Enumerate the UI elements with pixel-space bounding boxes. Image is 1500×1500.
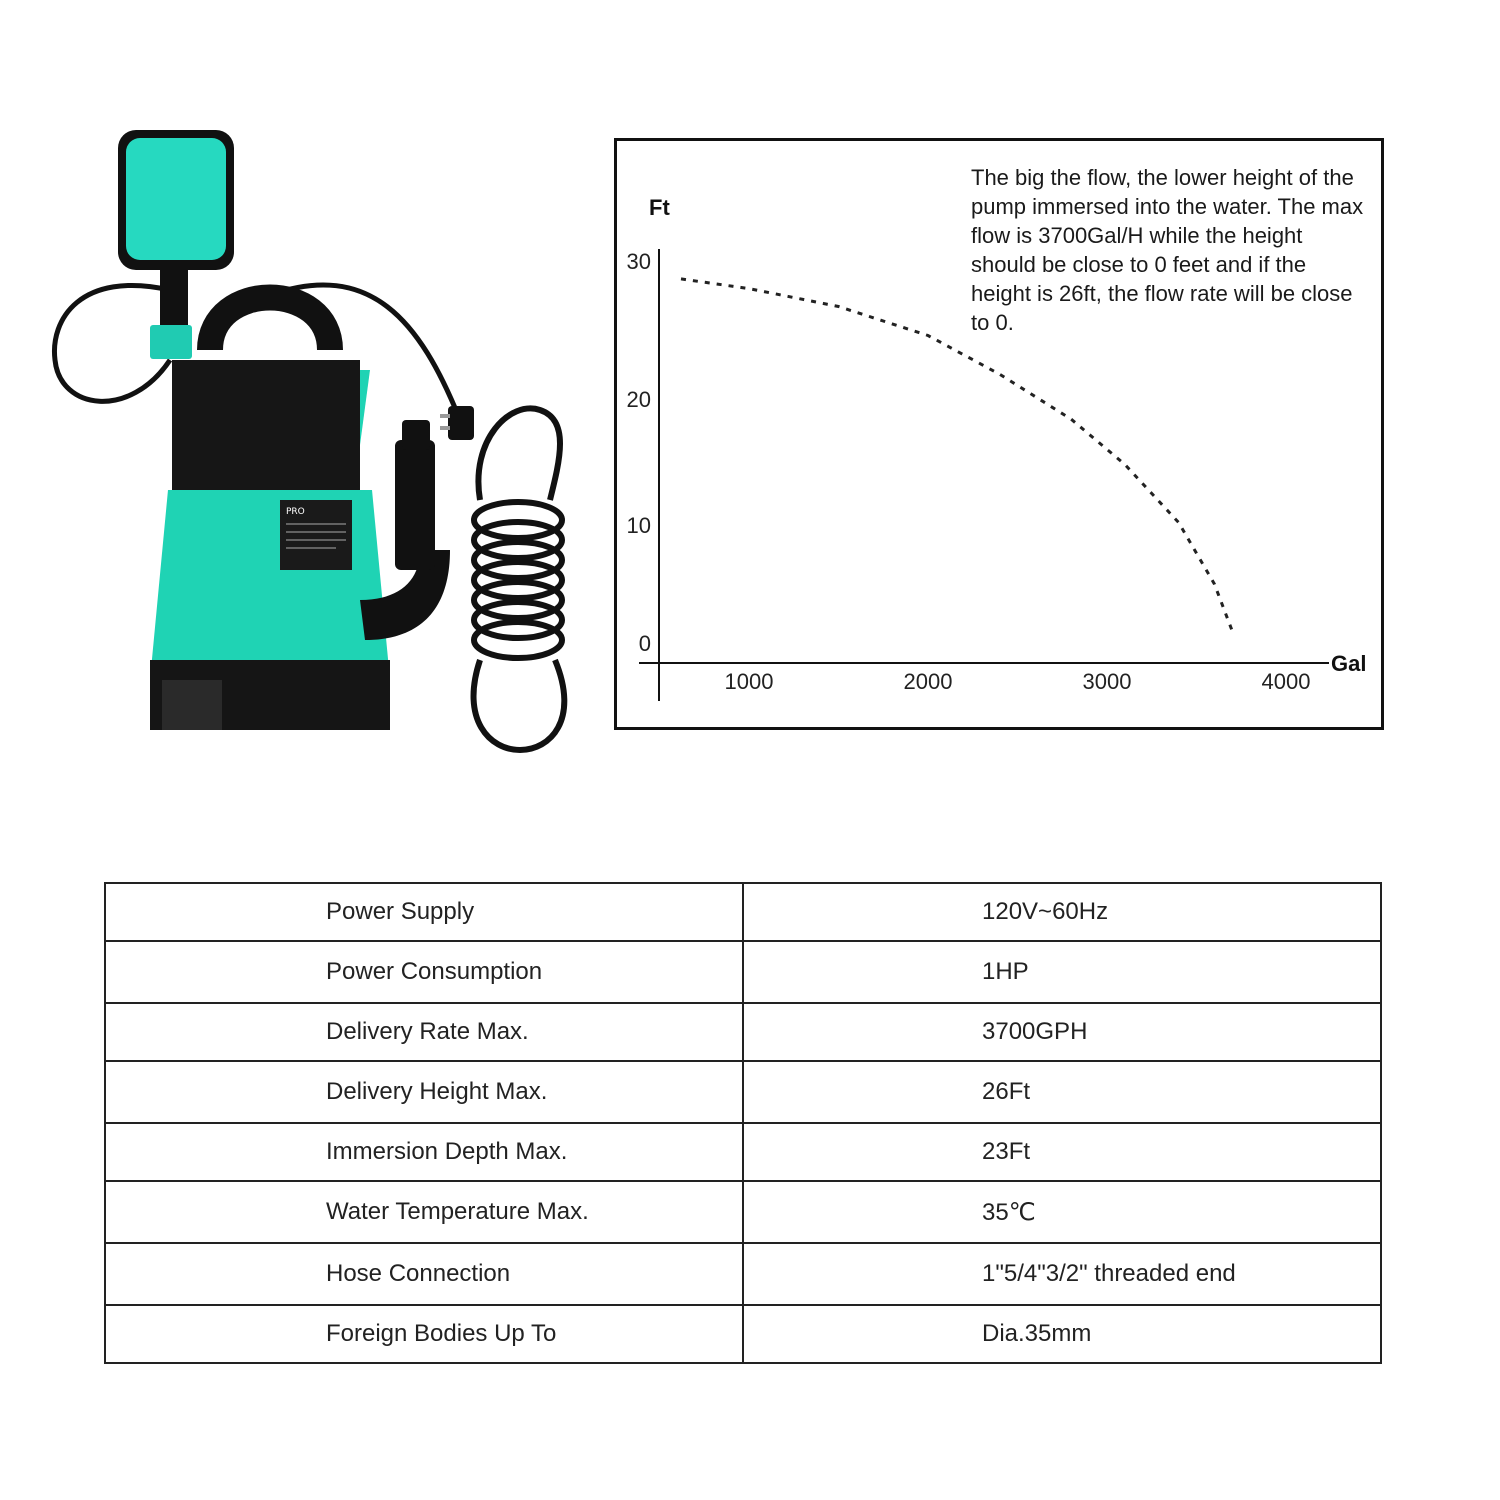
spec-table <box>104 882 1382 1364</box>
y-tick-label: 0 <box>638 631 651 656</box>
spec-value: 3700GPH <box>743 1003 1381 1061</box>
spec-value: 1"5/4"3/2" threaded end <box>743 1243 1381 1305</box>
spec-label: Water Temperature Max. <box>105 1181 743 1243</box>
spec-value: 35℃ <box>743 1181 1381 1243</box>
x-axis-label: Gal <box>1331 651 1367 676</box>
pump-handle <box>210 298 330 351</box>
pump-body-top <box>172 360 360 500</box>
spec-label: Power Supply <box>105 883 743 941</box>
spec-row <box>105 941 1381 1003</box>
spec-row <box>105 1123 1381 1181</box>
spec-row <box>105 883 1381 941</box>
x-tick-label: 1000 <box>724 669 774 694</box>
spec-label: Hose Connection <box>105 1243 743 1305</box>
x-tick-label: 2000 <box>903 669 953 694</box>
spec-label: Power Consumption <box>105 941 743 1003</box>
spec-row <box>105 1003 1381 1061</box>
y-tick-label: 30 <box>626 249 651 274</box>
spec-label: Immersion Depth Max. <box>105 1123 743 1181</box>
spec-row <box>105 1243 1381 1305</box>
y-tick-label: 10 <box>626 513 651 538</box>
spec-row <box>105 1061 1381 1123</box>
spec-value: 23Ft <box>743 1123 1381 1181</box>
pump-product-image <box>40 120 600 760</box>
spec-label: Foreign Bodies Up To <box>105 1305 743 1363</box>
coiled-cable <box>474 408 565 750</box>
spec-table-body <box>105 883 1381 1363</box>
spec-value: 120V~60Hz <box>743 883 1381 941</box>
spec-row <box>105 1305 1381 1363</box>
outlet-nozzle <box>395 440 435 570</box>
pump-body-bottom <box>150 490 390 680</box>
label-brand: PRO <box>286 507 305 517</box>
y-tick-label: 20 <box>626 387 651 412</box>
spec-value: Dia.35mm <box>743 1305 1381 1363</box>
cord-clip <box>150 325 192 359</box>
spec-row <box>105 1181 1381 1243</box>
x-tick-label: 4000 <box>1261 669 1311 694</box>
spec-label: Delivery Height Max. <box>105 1061 743 1123</box>
plug <box>448 406 474 440</box>
performance-chart <box>614 138 1384 730</box>
spec-value: 1HP <box>743 941 1381 1003</box>
x-tick-label: 3000 <box>1082 669 1132 694</box>
spec-label: Delivery Rate Max. <box>105 1003 743 1061</box>
chart-annotation: The big the flow, the lower height of the pump immersed into the water. The max flow is 3700Gal/H while the height should be close to 0 feet and if the height is 26ft, the flow rate will be close to 0. <box>971 165 1364 335</box>
y-axis-label: Ft <box>649 195 670 220</box>
spec-value: 26Ft <box>743 1061 1381 1123</box>
